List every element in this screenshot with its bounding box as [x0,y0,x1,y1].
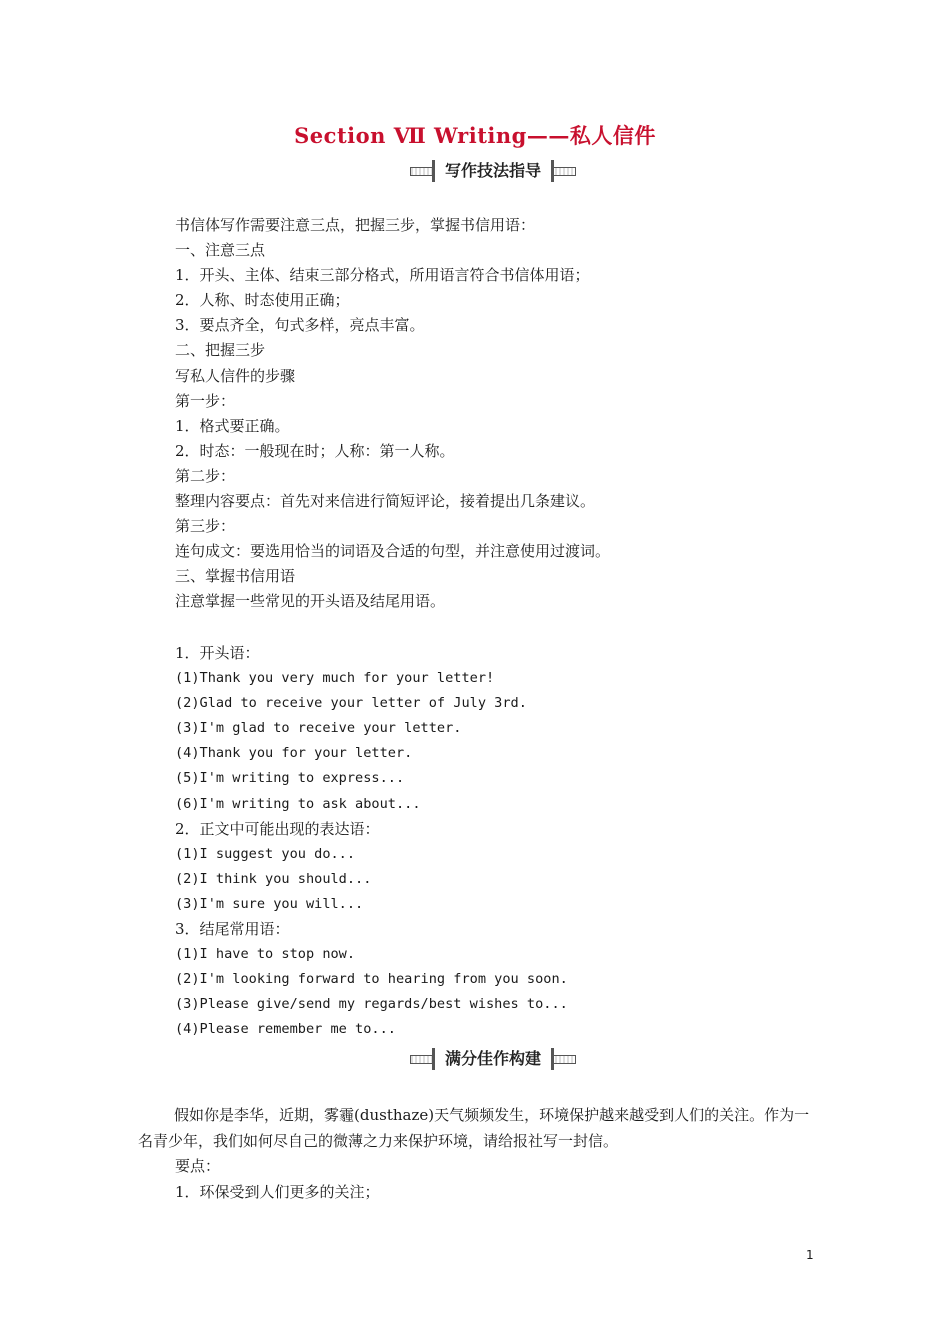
text-line: (6)I'm writing to ask about... [175,795,421,812]
text-line: 3．要点齐全，句式多样，亮点丰富。 [175,316,425,335]
text-line: 2．正文中可能出现的表达语： [175,819,380,838]
section-banner-model-essay [410,1048,576,1070]
banner-label: 满分佳作构建 [432,1048,554,1070]
text-line: 整理内容要点：首先对来信进行简短评论，接着提出几条建议。 [175,492,596,511]
text-line: 第一步： [175,391,236,410]
text-line: 1．开头语： [175,644,260,662]
text-line: (2)Glad to receive your letter of July 3rd. [175,695,527,712]
text-line: 要点： [175,1157,221,1175]
banner-label: 写作技法指导 [432,160,554,182]
text-line: 注意掌握一些常见的开头语及结尾用语。 [175,592,446,611]
page-title: Section Ⅶ Writing——私人信件 [294,123,656,148]
text-line: (1)I have to stop now. [175,946,356,963]
section-banner-writing-skills [410,160,576,182]
text-line: 1．格式要正确。 [175,416,290,435]
text-line: (2)I'm looking forward to hearing from you soon. [175,971,568,988]
text-line: 写私人信件的步骤 [175,366,296,385]
text-line: (3)I'm sure you will... [175,895,364,912]
page-number: 1 [806,1248,814,1262]
text-line: 第三步： [175,517,236,536]
text-line: 连句成文：要选用恰当的词语及合适的句型，并注意使用过渡词。 [175,542,611,561]
text-line: (2)I think you should... [175,870,372,887]
phrase-list [175,641,850,1043]
guidance-text [175,213,850,615]
text-line: 书信体写作需要注意三点，把握三步，掌握书信用语： [175,216,536,234]
text-line: 二、把握三步 [175,341,266,360]
text-line: 1．环保受到人们更多的关注； [175,1182,380,1201]
text-line: (1)Thank you very much for your letter! [175,670,495,687]
writing-prompt: 假如你是李华，近期，雾霾(dusthaze)天气频频发生，环境保护越来越受到人们的关注。作为一名青少年，我们如何尽自己的微薄之力来保护环境，请给报社写一封信。 [138,1106,810,1150]
text-line: 第二步： [175,466,236,485]
text-line: 1．开头、主体、结束三部分格式，所用语言符合书信体用语； [175,266,590,285]
text-line: 2．时态：一般现在时；人称：第一人称。 [175,441,455,460]
text-line: 3．结尾常用语： [175,920,290,939]
text-line: (4)Thank you for your letter. [175,745,413,762]
text-line: (5)I'm writing to express... [175,770,405,787]
text-line: (1)I suggest you do... [175,845,356,862]
text-line: (3)Please give/send my regards/best wishes to... [175,996,568,1013]
text-line: 2．人称、时态使用正确； [175,291,350,310]
key-points [175,1154,380,1205]
text-line: (4)Please remember me to... [175,1021,396,1038]
text-line: 三、掌握书信用语 [175,567,296,586]
text-line: (3)I'm glad to receive your letter. [175,720,462,737]
text-line: 一、注意三点 [175,241,266,260]
